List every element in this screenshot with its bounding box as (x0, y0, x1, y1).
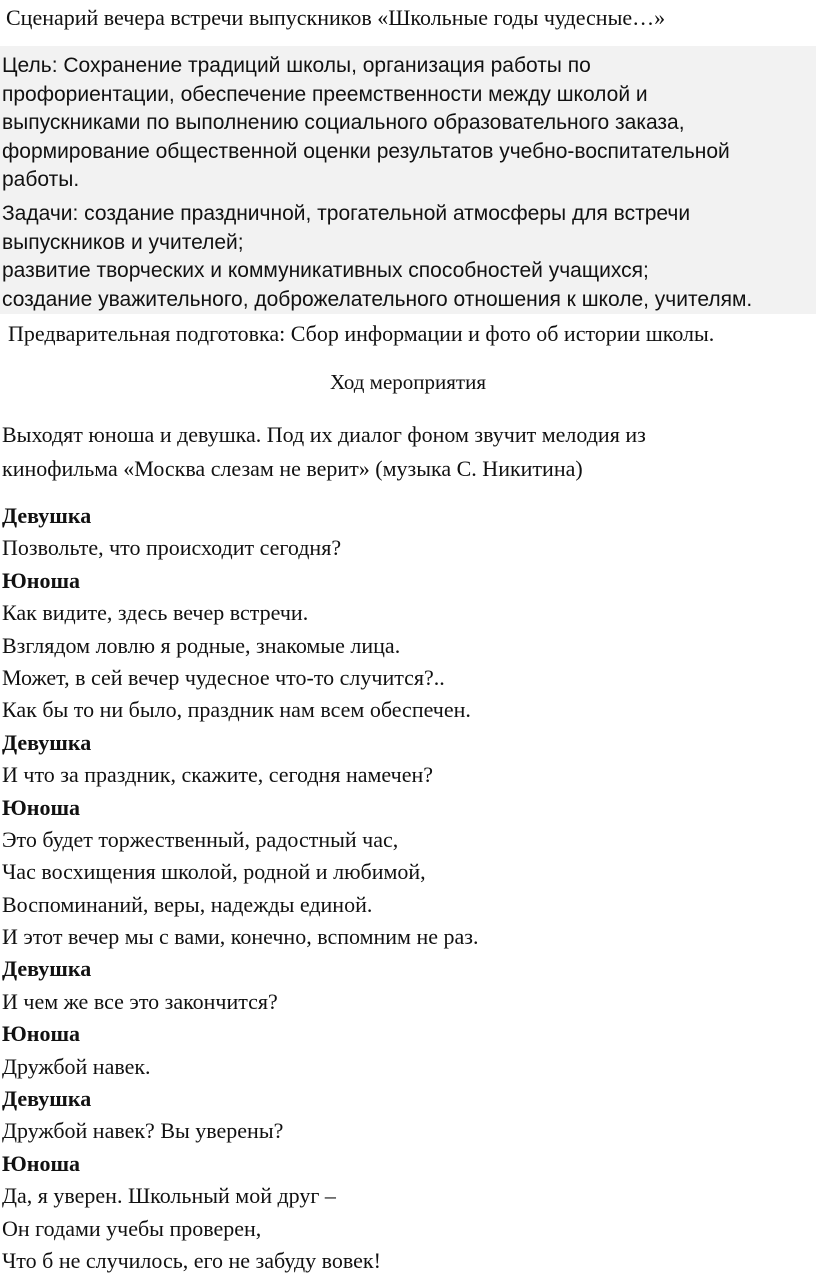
speaker-label: Юноша (2, 794, 81, 820)
dialogue-line: И что за праздник, скажите, сегодня намечен? (2, 762, 433, 788)
preparation-paragraph: Предварительная подготовка: Сбор информации и фото об истории школы. (8, 321, 715, 346)
dialogue-line: Дружбой навек. (2, 1053, 151, 1079)
goal-paragraph: Цель: Сохранение традиций школы, организация работы по профориентации, обеспечение преемственности между школой и выпускниками по выполнению социального образовательного заказа, формирование общественной оценки результатов учебно-воспитательной работы. (2, 54, 730, 191)
dialogue (2, 500, 814, 1277)
dialogue-line: Да, я уверен. Школьный мой друг – (2, 1183, 336, 1209)
speaker-label: Юноша (2, 1150, 81, 1176)
dialogue-line: Дружбой навек? Вы уверены? (2, 1118, 284, 1144)
dialogue-line: Что б не случилось, его не забуду вовек! (2, 1247, 381, 1273)
dialogue-line: Это будет торжественный, радостный час, (2, 826, 399, 852)
dialogue-line: Час восхищения школой, родной и любимой, (2, 859, 426, 885)
section-heading: Ход мероприятия (330, 370, 486, 394)
speaker-label: Девушка (2, 503, 92, 528)
dialogue-line: Как видите, здесь вечер встречи. (2, 600, 309, 626)
dialogue-line: И чем же все это закончится? (2, 988, 278, 1014)
dialogue-line: Взглядом ловлю я родные, знакомые лица. (2, 632, 401, 658)
speaker-label: Юноша (2, 1021, 81, 1047)
intro-paragraph: Выходят юноша и девушка. Под их диалог фоном звучит мелодия из кинофильма «Москва слезам не верит» (музыка С. Никитина) (2, 422, 646, 481)
speaker-label: Юноша (2, 567, 81, 593)
dialogue-line: Может, в сей вечер чудесное что-то случится?.. (2, 664, 445, 690)
dialogue-line: Позвольте, что происходит сегодня? (2, 535, 342, 561)
tasks-paragraph: Задачи: создание праздничной, трогательной атмосферы для встречи выпускников и учителей; развитие творческих и коммуникативных способностей учащихся; создание уважительного, доброжелательного отношения к школе, учителям. (2, 202, 753, 311)
speaker-label: Девушка (2, 956, 92, 982)
dialogue-line: Как бы то ни было, праздник нам всем обеспечен. (2, 697, 471, 723)
speaker-label: Девушка (2, 729, 92, 755)
document-title: Сценарий вечера встречи выпускников «Школьные годы чудесные…» (6, 5, 666, 30)
dialogue-line: Он годами учебы проверен, (2, 1215, 262, 1241)
dialogue-line: И этот вечер мы с вами, конечно, вспомним не раз. (2, 924, 479, 950)
dialogue-line: Воспоминаний, веры, надежды единой. (2, 891, 373, 917)
speaker-label: Девушка (2, 1086, 92, 1112)
